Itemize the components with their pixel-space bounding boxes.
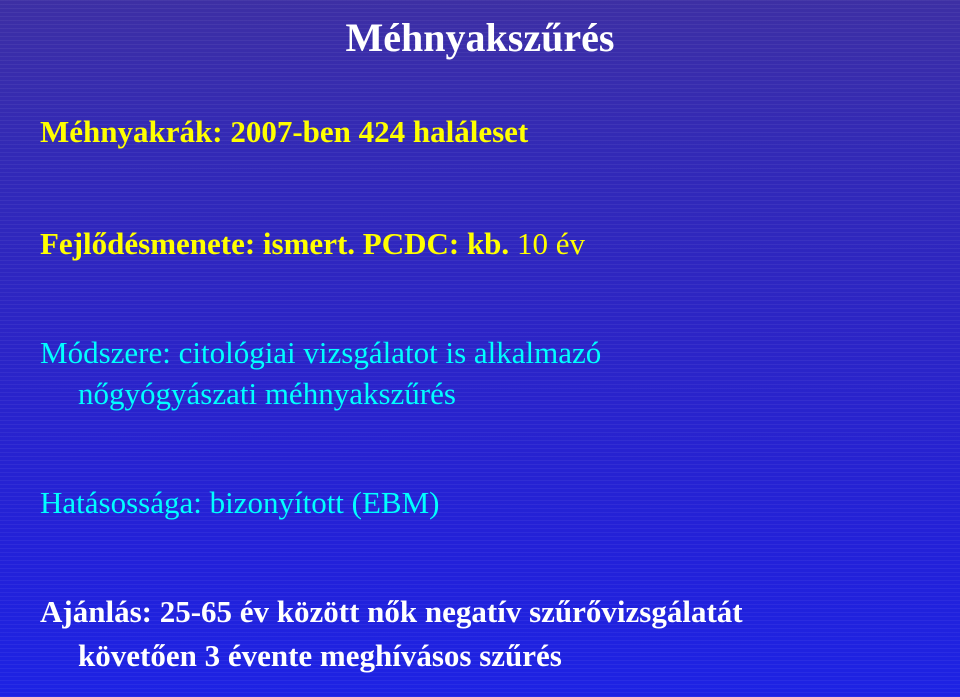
bullet-effectiveness: [40, 486, 440, 520]
bullet-method-text-2: nőgyógyászati méhnyakszűrés: [78, 376, 456, 411]
bullet-method-text-1: Módszere: citológiai vizsgálatot is alkalmazó: [40, 335, 602, 370]
bullet-mortality-text: Méhnyakrák: 2007-ben 424 haláleset: [40, 114, 529, 149]
bullet-progression-value: 10 év: [509, 226, 585, 261]
slide-title: Méhnyakszűrés: [345, 15, 615, 60]
bullet-progression-text: Fejlődésmenete: ismert. PCDC: kb.: [40, 226, 510, 261]
bullet-method-line1: [40, 336, 601, 370]
bullet-recommendation-text-1: Ajánlás: 25-65 év között nők negatív szűrővizsgálatát: [40, 594, 743, 629]
bullet-progression: [40, 227, 585, 261]
bullet-recommendation-text-2: követően 3 évente meghívásos szűrés: [78, 638, 562, 673]
bullet-method-line2: [78, 377, 456, 411]
bullet-recommendation-line1: [40, 595, 743, 629]
bullet-effectiveness-text: Hatásossága: bizonyított (EBM): [40, 485, 440, 520]
bullet-mortality: [40, 115, 528, 149]
bullet-recommendation-line2: [78, 639, 562, 673]
